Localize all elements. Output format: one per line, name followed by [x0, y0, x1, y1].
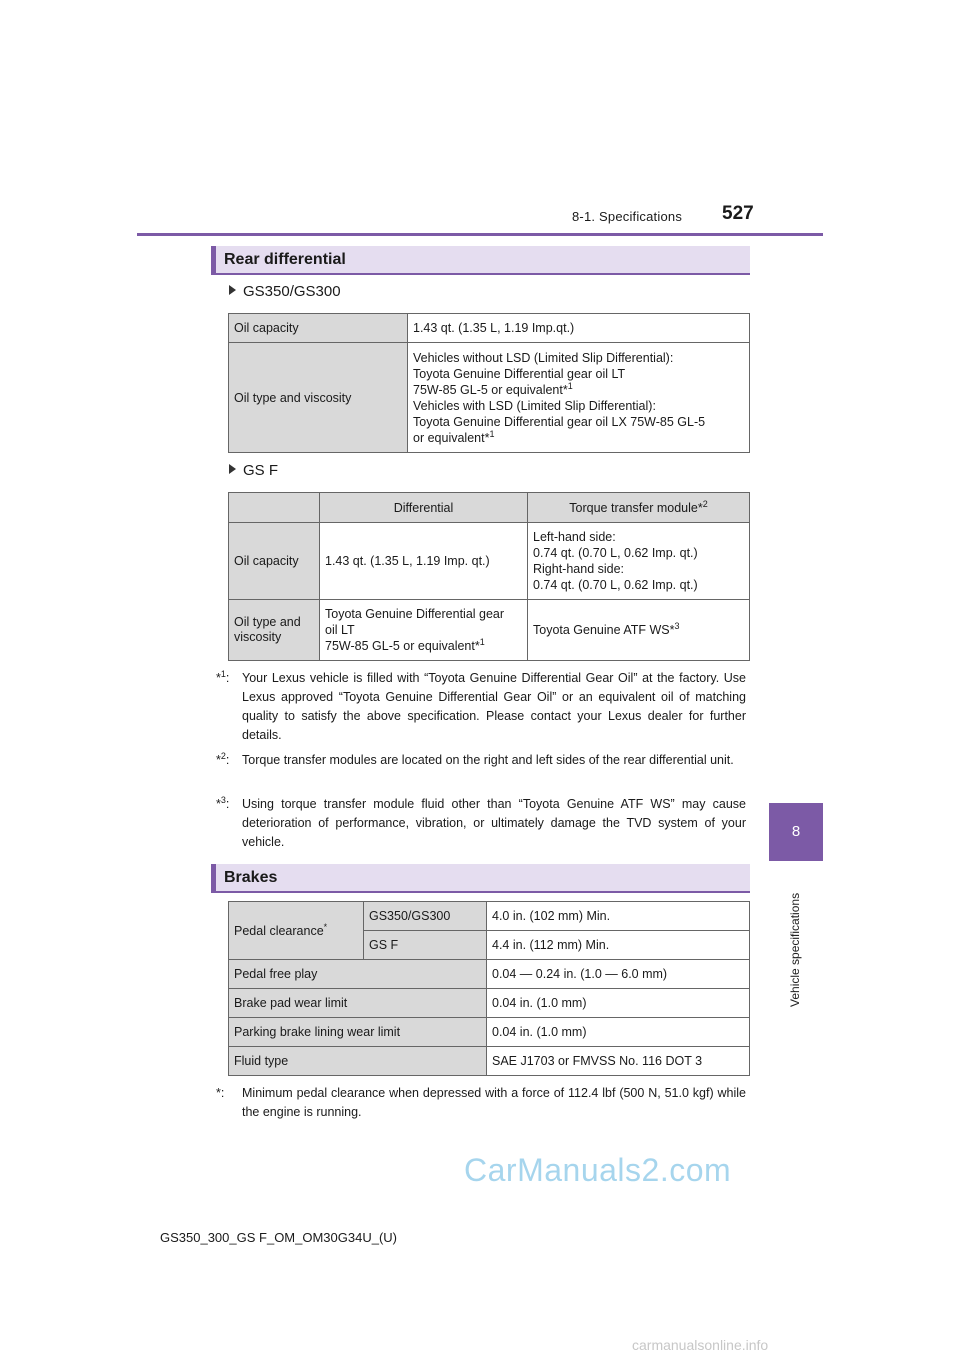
table-cell: 4.0 in. (102 mm) Min.: [487, 902, 750, 931]
table-row: [229, 1047, 750, 1076]
chapter-tab: 8: [769, 803, 823, 861]
table-cell: 0.04 in. (1.0 mm): [487, 989, 750, 1018]
page-number: 527: [722, 203, 754, 224]
section-heading: 8-1. Specifications: [572, 209, 683, 224]
table-row: [229, 600, 750, 661]
gs350-oil-table: [228, 313, 750, 453]
document-code: GS350_300_GS F_OM_OM30G34U_(U): [160, 1230, 397, 1245]
section-title: Rear differential: [224, 251, 346, 268]
table-cell: Oil capacity: [229, 523, 320, 600]
gsf-oil-table: [228, 492, 750, 661]
table-cell: Parking brake lining wear limit: [229, 1018, 487, 1047]
subheading-gs350: GS350/GS300: [229, 283, 341, 300]
section-title: Brakes: [224, 869, 278, 886]
triangle-bullet-icon: [229, 464, 236, 474]
table-cell: Toyota Genuine ATF WS*$^3$: [528, 600, 750, 661]
table-cell: Torque transfer module*$^2$: [528, 493, 750, 523]
table-row: [229, 343, 750, 453]
table-row: [229, 960, 750, 989]
footnote-1: *$^1$: Your Lexus vehicle is filled with “Toyota Genuine Differential Gear Oil” at the factory. Use Lexus approved “Toyota Genuine Differential Gear Oil” or an equivalent oil of matching quality to satisfy the above specification. Please contact your Lexus dealer for further details.: [216, 669, 746, 742]
table-cell: 0.04 — 0.24 in. (1.0 — 6.0 mm): [487, 960, 750, 989]
table-cell: Differential: [320, 493, 528, 523]
table-cell: 1.43 qt. (1.35 L, 1.19 Imp.qt.): [408, 314, 750, 343]
table-cell: GS350/GS300: [364, 902, 487, 931]
table-cell: Vehicles without LSD (Limited Slip Differential): Toyota Genuine Differential gear oil LT 75W-85 GL-5 or equivalent*$^1$ Vehicles with LSD (Limited Slip Differential): Toyota Genuine Differential gear oil LX 75W-85 GL-5 or equivalent*$^1$: [408, 343, 750, 453]
table-cell: GS F: [364, 931, 487, 960]
table-cell: 4.4 in. (112 mm) Min.: [487, 931, 750, 960]
triangle-bullet-icon: [229, 285, 236, 295]
section-brakes: [211, 864, 750, 893]
table-cell: 1.43 qt. (1.35 L, 1.19 Imp. qt.): [320, 523, 528, 600]
table-row: [229, 989, 750, 1018]
header-rule: [137, 233, 823, 236]
table-cell: Left-hand side: 0.74 qt. (0.70 L, 0.62 Imp. qt.) Right-hand side: 0.74 qt. (0.70 L, 0.62 Imp. qt.): [528, 523, 750, 600]
table-cell: Oil capacity: [229, 314, 408, 343]
table-cell: Fluid type: [229, 1047, 487, 1076]
table-cell: Brake pad wear limit: [229, 989, 487, 1018]
brakes-table: [228, 901, 750, 1076]
table-cell: 0.04 in. (1.0 mm): [487, 1018, 750, 1047]
table-cell: Pedal clearance*: [229, 902, 364, 960]
footnote-brakes: *: Minimum pedal clearance when depressed with a force of 112.4 lbf (500 N, 51.0 kgf) while the engine is running.: [216, 1086, 746, 1119]
table-cell: [229, 493, 320, 523]
table-cell: Oil type and viscosity: [229, 343, 408, 453]
footnote-2: *$^2$: Torque transfer modules are located on the right and left sides of the rear differential unit.: [216, 751, 734, 767]
table-row: [229, 1018, 750, 1047]
section-rear-differential: [211, 246, 750, 275]
table-cell: Toyota Genuine Differential gear oil LT 75W-85 GL-5 or equivalent*$^1$: [320, 600, 528, 661]
table-row: [229, 902, 750, 931]
table-cell: Pedal free play: [229, 960, 487, 989]
chapter-label: Vehicle specifications: [788, 892, 802, 1007]
table-row: [229, 314, 750, 343]
subheading-gsf: GS F: [229, 462, 278, 479]
watermark-logo: CarManuals2.com: [464, 1152, 732, 1188]
watermark-footer: carmanualsonline.info: [632, 1337, 769, 1353]
footnote-3: *$^3$: Using torque transfer module fluid other than “Toyota Genuine ATF WS” may cause deterioration of performance, vibration, or ultimately damage the TVD system of your vehicle.: [216, 795, 746, 849]
table-cell: SAE J1703 or FMVSS No. 116 DOT 3: [487, 1047, 750, 1076]
table-row: [229, 523, 750, 600]
table-row: [229, 493, 750, 523]
table-cell: Oil type and viscosity: [229, 600, 320, 661]
